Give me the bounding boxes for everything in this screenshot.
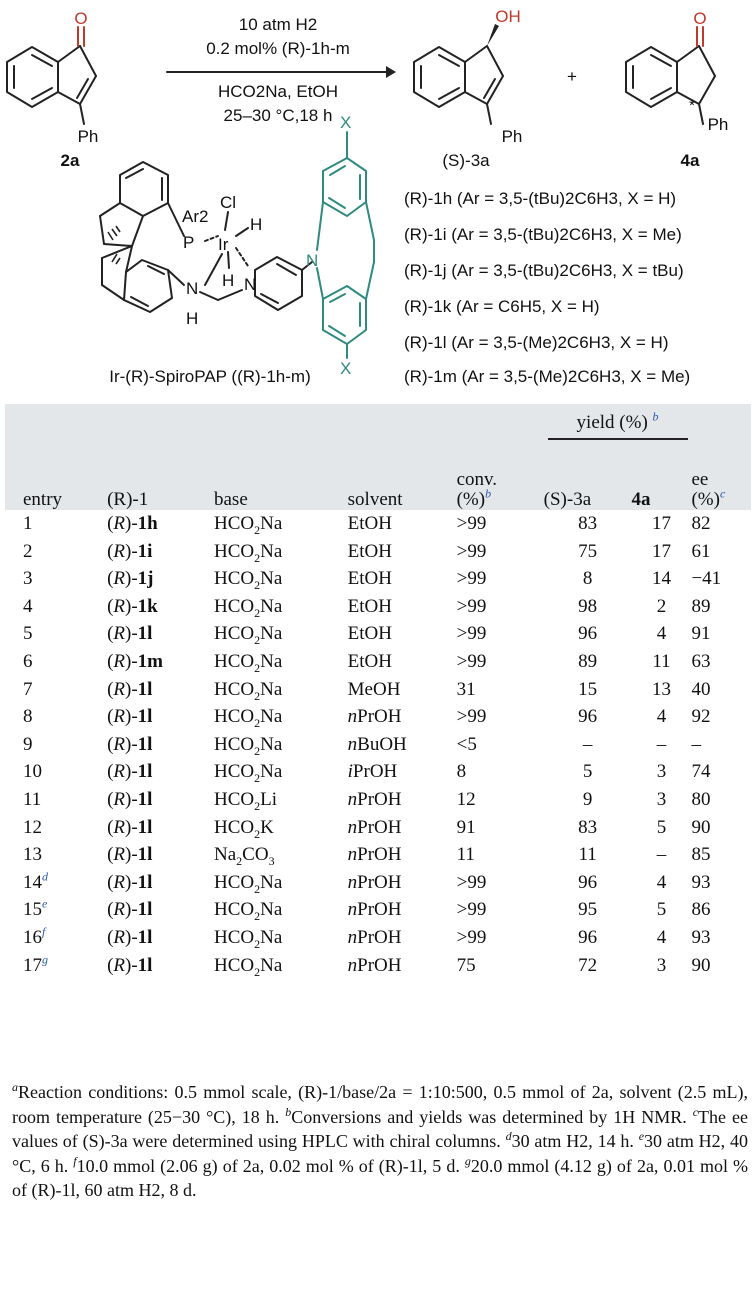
cell-yield-3a: 96: [578, 623, 598, 645]
header-catalyst: (R)-1: [107, 489, 149, 510]
cell-conversion: >99: [456, 568, 487, 590]
footnote-a: Reaction conditions: 0.5 mmol scale, (R)-1/base/2a = 1:10:500, 0.5 mmol of 2a, solvent (2.5 mL), room temperature (25−30 °C), 18 h.: [12, 1082, 748, 1127]
atom-x-top: X: [340, 113, 352, 132]
cell-catalyst: (R)-1l: [107, 733, 153, 755]
product-oh: OH: [495, 7, 521, 26]
cell-yield-3a: 95: [578, 899, 598, 921]
cell-catalyst: (R)-1l: [107, 899, 153, 921]
cell-solvent: nPrOH: [347, 706, 402, 728]
footnote-g: 20.0 mmol (4.12 g) of 2a, 0.01 mol % of (R)-1l, 60 atm H2, 8 d.: [12, 1155, 748, 1201]
table-row: [5, 565, 751, 593]
side-product-oxygen: O: [693, 9, 707, 28]
cell-yield-3a: 83: [578, 513, 598, 534]
cell-ee: −41: [691, 568, 722, 590]
header-yield-3a: (S)-3a: [543, 489, 592, 510]
table-row: [5, 538, 751, 566]
cell-yield-3a: 83: [578, 816, 598, 838]
cell-entry: 3: [23, 568, 33, 590]
ligand-1h: (R)-1h (Ar = 3,5-(tBu)2C6H3, X = H): [404, 189, 677, 208]
cell-catalyst: (R)-1l: [107, 788, 153, 810]
cell-ee: 85: [691, 844, 711, 866]
footnote-d: 30 atm H2, 14 h.: [511, 1131, 634, 1152]
cell-solvent: nBuOH: [347, 733, 407, 755]
cell-entry: 1: [23, 513, 33, 534]
cell-yield-4a: 4: [656, 926, 667, 948]
cell-base: $HCO_2Na$: [214, 899, 283, 924]
cell-conversion: 91: [456, 816, 476, 838]
cell-solvent: nPrOH: [347, 816, 402, 838]
atom-h1: H: [250, 215, 263, 234]
cell-entry: 17$^g$: [23, 952, 48, 976]
cell-catalyst: (R)-1m: [107, 650, 163, 672]
cell-entry: 8: [23, 706, 33, 728]
cell-ee: 90: [691, 816, 711, 838]
results-table-body: [5, 510, 751, 979]
cell-yield-3a: –: [582, 733, 593, 755]
cell-ee: 93: [691, 871, 711, 893]
atom-ir: Ir: [218, 235, 229, 254]
cell-base: $HCO_2Na$: [214, 623, 283, 648]
table-row: [5, 676, 751, 704]
cell-yield-4a: 14: [652, 568, 671, 590]
cell-ee: 92: [691, 706, 711, 728]
table-row: [5, 703, 751, 731]
product-label: (S)-3a: [442, 151, 490, 170]
cell-conversion: >99: [456, 899, 487, 921]
cell-solvent: nPrOH: [347, 926, 402, 948]
cell-conversion: 11: [456, 844, 475, 866]
footnote-f: 10.0 mmol (2.06 g) of 2a, 0.02 mol % of (R)-1l, 5 d.: [76, 1155, 460, 1176]
cell-solvent: nPrOH: [347, 899, 402, 921]
cell-yield-3a: 89: [578, 650, 598, 672]
ligand-1i: (R)-1i (Ar = 3,5-(tBu)2C6H3, X = Me): [404, 225, 682, 244]
cell-catalyst: (R)-1l: [107, 706, 153, 728]
cell-yield-4a: 5: [656, 816, 667, 838]
ligand-1k: (R)-1k (Ar = C6H5, X = H): [404, 297, 600, 316]
cell-yield-4a: 17: [652, 540, 671, 562]
cell-ee: 80: [691, 788, 711, 810]
table-footnotes: [12, 1080, 748, 1203]
atom-cl: Cl: [220, 193, 237, 212]
cell-conversion: >99: [456, 706, 487, 728]
table-row: [5, 952, 751, 980]
cell-yield-4a: 3: [656, 761, 667, 783]
cell-catalyst: (R)-1j: [107, 568, 154, 590]
cell-entry: 7: [23, 678, 33, 700]
cell-base: $HCO_2Na$: [214, 954, 283, 979]
cell-ee: 89: [691, 595, 711, 617]
atom-ar2: Ar2: [182, 207, 209, 226]
side-product-label: 4a: [680, 151, 700, 170]
cell-solvent: EtOH: [347, 568, 392, 590]
cell-base: $HCO_2K$: [214, 816, 274, 841]
cell-conversion: <5: [456, 733, 477, 755]
cell-ee: 91: [691, 623, 711, 645]
cell-catalyst: (R)-1h: [107, 513, 158, 534]
cell-base: $HCO_2Na$: [214, 678, 283, 703]
footnote-e: 30 atm H2, 40 °C, 6 h.: [12, 1131, 749, 1176]
cell-conversion: >99: [456, 926, 487, 948]
header-conversion: conv. (%)$^b$: [456, 469, 498, 510]
cell-conversion: >99: [456, 650, 487, 672]
atom-n-carbazole: N: [306, 251, 319, 270]
cell-yield-3a: 9: [582, 788, 593, 810]
cell-catalyst: (R)-1l: [107, 844, 153, 866]
atom-n-amine: N: [186, 279, 199, 298]
cell-base: $HCO_2Na$: [214, 595, 283, 620]
atom-h2: H: [222, 271, 235, 290]
sm-ph: Ph: [77, 127, 99, 146]
table-row: [5, 731, 751, 759]
cell-catalyst: (R)-1k: [107, 595, 158, 617]
cell-solvent: MeOH: [347, 678, 401, 700]
reagent-line-2: 0.2 mol% (R)-1h-m: [206, 39, 350, 58]
cell-solvent: EtOH: [347, 650, 392, 672]
cell-base: $HCO_2Na$: [214, 513, 283, 537]
cell-catalyst: (R)-1l: [107, 816, 153, 838]
cell-catalyst: (R)-1l: [107, 871, 153, 893]
footnote-paragraph: $^a$Reaction conditions: 0.5 mmol scale, (R)-1/base/2a = 1:10:500, 0.5 mmol of 2a, solvent (2.5 mL), room temperature (25−30 °C), 18 h. $^b$Conversions and yields was determined by 1H NMR. $^c$The ee values of (S)-3a were determined using HPLC with chiral columns. $^d$30 atm H2, 14 h. $^e$30 atm H2, 40 °C, 6 h. $^f$10.0 mmol (2.06 g) of 2a, 0.02 mol % of (R)-1l, 5 d. $^g$20.0 mmol (4.12 g) of 2a, 0.01 mol % of (R)-1l, 60 atm H2, 8 d.: [12, 1080, 749, 1201]
atom-x-bottom: X: [340, 359, 352, 378]
cell-base: $Na_2CO_3$: [214, 844, 275, 868]
reagent-line-3: HCO2Na, EtOH: [218, 82, 338, 101]
cell-solvent: nPrOH: [347, 844, 402, 866]
sm-oxygen: O: [74, 9, 88, 28]
cell-entry: 16$^f$: [23, 924, 46, 948]
cell-ee: 93: [691, 926, 711, 948]
header-entry: entry: [23, 489, 63, 510]
cell-yield-4a: 11: [652, 650, 671, 672]
cell-conversion: 75: [456, 954, 476, 976]
cell-conversion: 31: [456, 678, 476, 700]
cell-yield-4a: 3: [656, 788, 667, 810]
header-ee: ee (%)$^c$: [691, 469, 726, 510]
stereo-wedge: [487, 24, 499, 46]
cell-solvent: iPrOH: [347, 761, 398, 783]
table-row: [5, 758, 751, 786]
cell-catalyst: (R)-1l: [107, 623, 153, 645]
cell-entry: 2: [23, 540, 33, 562]
cell-yield-3a: 11: [578, 844, 597, 866]
reagent-line-4: 25–30 °C,18 h: [223, 106, 333, 125]
atom-p: P: [183, 233, 195, 252]
cell-yield-3a: 8: [582, 568, 593, 590]
cell-conversion: 12: [456, 788, 476, 810]
cell-ee: 90: [691, 954, 711, 976]
cell-ee: 61: [691, 540, 711, 562]
table-row: [5, 786, 751, 814]
reaction-scheme: [0, 0, 756, 396]
cell-solvent: nPrOH: [347, 871, 402, 893]
cell-ee: –: [691, 733, 701, 755]
indenol-3a-structure: [414, 46, 503, 124]
table-row: [5, 869, 751, 897]
cell-catalyst: (R)-1l: [107, 761, 153, 783]
cell-yield-4a: 3: [656, 954, 667, 976]
cell-solvent: nPrOH: [347, 788, 402, 810]
cell-entry: 14$^d$: [23, 869, 48, 893]
cell-catalyst: (R)-1i: [107, 540, 153, 562]
reagent-line-1: 10 atm H2: [238, 15, 318, 34]
cell-base: $HCO_2Na$: [214, 926, 283, 951]
cell-base: $HCO_2Na$: [214, 540, 283, 565]
ligand-1m: (R)-1m (Ar = 3,5-(Me)2C6H3, X = Me): [404, 367, 691, 386]
cell-yield-4a: 5: [656, 899, 667, 921]
cell-conversion: >99: [456, 623, 487, 645]
ligand-1j: (R)-1j (Ar = 3,5-(tBu)2C6H3, X = tBu): [404, 261, 684, 280]
cell-entry: 10: [23, 761, 42, 783]
carbazole-structure: [317, 132, 374, 358]
cell-conversion: >99: [456, 513, 487, 534]
cell-entry: 9: [23, 733, 33, 755]
cell-entry: 12: [23, 816, 42, 838]
cell-base: $HCO_2Na$: [214, 761, 283, 786]
cell-base: $HCO_2Na$: [214, 871, 283, 896]
indenone-2a-structure: [7, 27, 96, 124]
cell-entry: 4: [23, 595, 33, 617]
cell-entry: 13: [23, 844, 42, 866]
yield-group-header: yield (%) $^b$: [544, 404, 692, 448]
catalyst-structure: [100, 162, 312, 312]
cell-yield-3a: 96: [578, 926, 598, 948]
cell-ee: 63: [691, 650, 711, 672]
cell-solvent: EtOH: [347, 623, 392, 645]
cell-yield-3a: 15: [578, 678, 598, 700]
table-row: [5, 510, 751, 538]
cell-catalyst: (R)-1l: [107, 678, 153, 700]
cell-solvent: EtOH: [347, 595, 392, 617]
cell-yield-4a: –: [656, 844, 667, 866]
indanone-4a-structure: [626, 27, 715, 124]
product-ph: Ph: [501, 127, 523, 146]
cell-conversion: >99: [456, 871, 487, 893]
table-row: [5, 620, 751, 648]
cell-base: $HCO_2Na$: [214, 650, 283, 675]
cell-yield-4a: 13: [652, 678, 671, 700]
cell-catalyst: (R)-1l: [107, 954, 153, 976]
atom-h-amine: H: [186, 309, 199, 328]
atom-n-pyridine: N: [244, 275, 257, 294]
cell-ee: 40: [691, 678, 711, 700]
cell-conversion: >99: [456, 540, 487, 562]
cell-ee: 86: [691, 899, 711, 921]
cell-conversion: >99: [456, 595, 487, 617]
cell-yield-4a: 4: [656, 706, 667, 728]
catalyst-name: Ir-(R)-SpiroPAP ((R)-1h-m): [109, 367, 311, 386]
cell-catalyst: (R)-1l: [107, 926, 153, 948]
results-table-container: [0, 404, 756, 979]
sm-label: 2a: [60, 151, 80, 170]
cell-yield-3a: 96: [578, 706, 598, 728]
cell-entry: 11: [23, 788, 42, 810]
table-row: [5, 896, 751, 924]
table-row: [5, 593, 751, 621]
cell-yield-4a: 4: [656, 871, 667, 893]
cell-ee: 82: [691, 513, 711, 534]
cell-entry: 5: [23, 623, 33, 645]
cell-entry: 15e: [23, 896, 48, 921]
cell-base: $HCO_2Na$: [214, 706, 283, 730]
cell-yield-4a: 2: [656, 595, 667, 617]
cell-conversion: 8: [456, 761, 467, 783]
cell-yield-3a: 75: [578, 540, 598, 562]
cell-yield-3a: 72: [578, 954, 598, 976]
side-product-star: *: [689, 97, 695, 114]
table-row: [5, 648, 751, 676]
header-yield-4a: 4a: [631, 489, 651, 510]
cell-solvent: EtOH: [347, 540, 392, 562]
table-row: [5, 924, 751, 952]
cell-yield-4a: –: [656, 733, 667, 755]
cell-yield-3a: 96: [578, 871, 598, 893]
cell-solvent: EtOH: [347, 513, 392, 534]
plus-sign: +: [567, 67, 577, 86]
table-row: [5, 841, 751, 869]
cell-yield-3a: 5: [582, 761, 593, 783]
cell-yield-4a: 4: [656, 623, 667, 645]
cell-base: $HCO_2Li$: [214, 788, 278, 813]
cell-solvent: nPrOH: [347, 954, 402, 976]
results-table: [5, 404, 751, 979]
header-base: base: [214, 489, 248, 510]
table-row: [5, 814, 751, 842]
footnote-c: The ee values of (S)-3a were determined using HPLC with chiral columns.: [12, 1106, 749, 1152]
cell-yield-4a: 17: [652, 513, 671, 534]
header-solvent: solvent: [347, 489, 403, 510]
cell-entry: 6: [23, 650, 33, 672]
cell-base: $HCO_2Na$: [214, 568, 283, 592]
cell-yield-3a: 98: [578, 595, 598, 617]
cell-base: $HCO_2Na$: [214, 733, 283, 758]
side-product-ph: Ph: [707, 115, 729, 134]
cell-ee: 74: [691, 761, 711, 783]
ligand-1l: (R)-1l (Ar = 3,5-(Me)2C6H3, X = H): [404, 333, 669, 352]
footnote-b: Conversions and yields was determined by 1H NMR.: [291, 1106, 687, 1127]
